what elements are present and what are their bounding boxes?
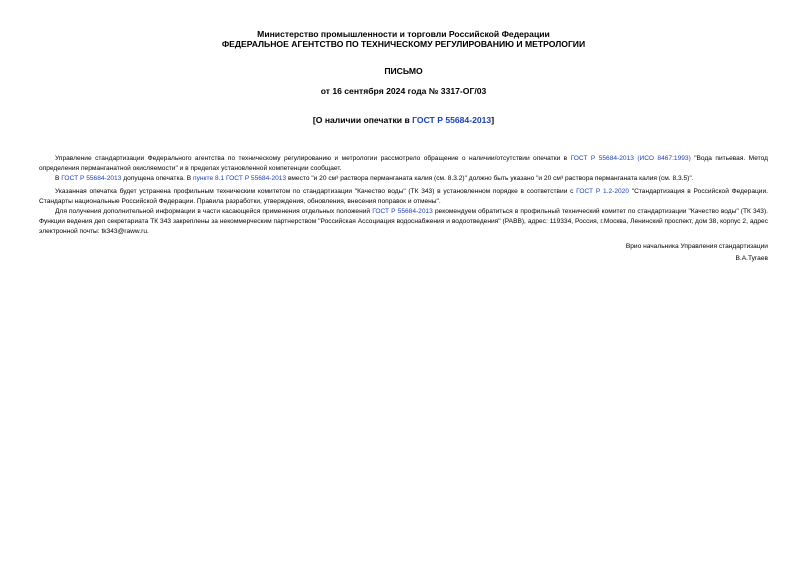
subject-prefix: [О наличии опечатки в [312, 115, 413, 125]
subject-suffix: ] [491, 115, 495, 125]
paragraph-2 [39, 174, 768, 184]
paragraph-text: "Вода питьевая. Метод определения перманганатной окисляемости" и в пределах установленной компетенции сообщает. [39, 155, 768, 172]
paragraph-text: рекомендуем обратиться в профильный технический комитет по стандартизации "Качество воды" (ТК 343). Функции ведения деп секретариата ТК 343 закреплены за некоммерческим партнерством "Российская Ассоциация водоснабжения и водоотведения" (РАВВ), адрес: 119334, Россия, г.Москва, Ленинский проспект, дом 38, корпус 2, адрес электронной почты: tk343@raww.ru. [39, 208, 768, 235]
gost-55684-clause-link[interactable]: пункте 8.1 ГОСТ Р 55684-2013 [193, 175, 287, 182]
document-date-number: от 16 сентября 2024 года № 3317-ОГ/03 [320, 86, 487, 96]
gost-55684-link-2[interactable]: ГОСТ Р 55684-2013 [372, 208, 433, 215]
paragraph-text: Управление стандартизации Федерального агентства по техническому регулированию и метрологии рассмотрело обращение о наличии/отсутствии опечатки в [55, 155, 571, 162]
paragraph-text: вместо "и 20 см³ раствора перманганата калия (см. 8.3.2)" должно быть указано "и 20 см³ раствора перманганата калия (см. 8.3.5)". [286, 175, 694, 182]
paragraph-text: допущена опечатка. В [121, 175, 194, 182]
signatory-name: В.А.Тугаев [735, 255, 768, 262]
gost-55684-link[interactable]: ГОСТ Р 55684-2013 [61, 175, 122, 182]
document-type: ПИСЬМО [384, 66, 423, 76]
letter-body [39, 154, 768, 237]
signatory-position: Врио начальника Управления стандартизации [625, 243, 768, 250]
paragraph-3 [39, 187, 768, 207]
gost-1-2-2020-link[interactable]: ГОСТ Р 1.2-2020 [576, 188, 629, 195]
ministry-name: Министерство промышленности и торговли Российской Федерации [257, 29, 550, 39]
gost-55684-iso-link[interactable]: ГОСТ Р 55684-2013 (ИСО 8467:1993) [570, 155, 691, 162]
subject-gost-link[interactable]: ГОСТ Р 55684-2013 [412, 115, 492, 125]
paragraph-text: Для получения дополнительной информации в части касающейся применения отдельных положений [55, 208, 373, 215]
agency-name: ФЕДЕРАЛЬНОЕ АГЕНТСТВО ПО ТЕХНИЧЕСКОМУ РЕГУЛИРОВАНИЮ И МЕТРОЛОГИИ [221, 39, 586, 49]
paragraph-text: "Стандартизация в Российской Федерации. Стандарты национальные Российской Федерации. Правила разработки, утверждения, обновления, внесения поправок и отмены". [39, 188, 768, 205]
paragraph-text: В [55, 175, 62, 182]
paragraph-text: Указанная опечатка будет устранена профильным техническим комитетом по стандартизации "Качество воды" (ТК 343) в установленном порядке в соответствии с [55, 188, 577, 195]
paragraph-4 [39, 207, 768, 237]
document-subject [0, 115, 807, 125]
paragraph-1 [39, 154, 768, 174]
signature-block [626, 241, 768, 265]
